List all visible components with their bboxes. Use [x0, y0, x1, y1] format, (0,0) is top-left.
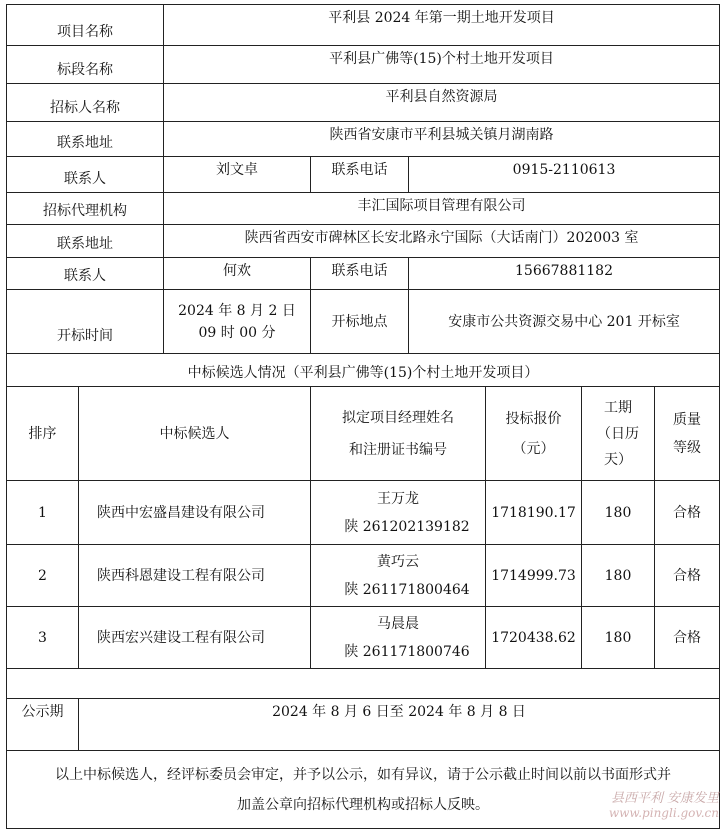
publicity-value: 2024 年 8 月 6 日至 2024 年 8 月 8 日 — [79, 699, 720, 751]
header-rank: 排序 — [7, 387, 79, 481]
header-candidate: 中标候选人 — [79, 387, 311, 481]
candidate-cert: 陕 261171800464 — [344, 581, 470, 598]
phone-value: 0915-2110613 — [409, 157, 720, 193]
bid-announcement-sheet — [6, 4, 719, 829]
open-time-value — [164, 290, 311, 354]
agency-phone-label: 联系电话 — [311, 258, 409, 290]
candidate-quality: 合格 — [655, 607, 720, 669]
header-period-line3: 天） — [604, 451, 632, 468]
header-manager — [311, 387, 486, 481]
row-candidates-heading — [7, 354, 720, 387]
candidate-period: 180 — [582, 545, 655, 607]
header-price — [486, 387, 582, 481]
watermark-text: 县西平利 安康发里 — [610, 791, 719, 806]
agency-value: 丰汇国际项目管理有限公司 — [164, 193, 720, 225]
row-publicity — [7, 699, 720, 751]
project-name-value: 平利县 2024 年第一期土地开发项目 — [164, 5, 720, 46]
candidate-cert: 陕 261202139182 — [344, 518, 470, 535]
spacer-cell-right — [79, 669, 720, 699]
candidate-price: 1720438.62 — [486, 607, 582, 669]
candidate-period: 180 — [582, 607, 655, 669]
table-row — [7, 481, 720, 545]
project-name-label: 项目名称 — [7, 5, 164, 46]
publicity-label: 公示期 — [7, 699, 79, 751]
candidate-manager-cell — [311, 481, 486, 545]
candidate-manager: 马晨晨 — [377, 615, 419, 632]
agency-address-value: 陕西省西安市碑林区长安北路永宁国际（大话南门）202003 室 — [164, 225, 720, 258]
candidate-quality: 合格 — [655, 545, 720, 607]
agency-contact-label: 联系人 — [7, 258, 164, 290]
row-agency-contact — [7, 258, 720, 290]
agency-label: 招标代理机构 — [7, 193, 164, 225]
contact-label: 联系人 — [7, 157, 164, 193]
header-quality-line1: 质量 — [673, 411, 702, 428]
candidate-name: 陕西中宏盛昌建设有限公司 — [79, 481, 311, 545]
row-agency-address — [7, 225, 720, 258]
row-contact — [7, 157, 720, 193]
candidate-manager-cell — [311, 607, 486, 669]
section-value: 平利县广佛等(15)个村土地开发项目 — [164, 46, 720, 84]
open-place-label: 开标地点 — [311, 290, 409, 354]
agency-phone-value: 15667881182 — [409, 258, 720, 290]
header-period — [582, 387, 655, 481]
candidate-name: 陕西宏兴建设工程有限公司 — [79, 607, 311, 669]
candidates-heading: 中标候选人情况（平利县广佛等(15)个村土地开发项目） — [7, 354, 720, 387]
candidates-header-row — [7, 387, 720, 481]
row-spacer — [7, 669, 720, 699]
header-period-line2: （日历 — [597, 425, 639, 442]
candidate-manager: 黄巧云 — [377, 553, 419, 570]
tenderer-label: 招标人名称 — [7, 84, 164, 122]
open-time-hour: 09 时 00 分 — [198, 324, 276, 341]
open-time-label: 开标时间 — [7, 290, 164, 354]
candidate-price: 1714999.73 — [486, 545, 582, 607]
candidate-rank: 2 — [7, 545, 79, 607]
header-period-line1: 工期 — [604, 399, 632, 416]
row-opening — [7, 290, 720, 354]
watermark-url: www.pingli.gov.cn — [608, 806, 719, 820]
notice-line-1: 以上中标候选人，经评标委员会审定，并予以公示，如有异议，请于公示截止时间以前以书面形式并 — [55, 766, 672, 783]
tenderer-value: 平利县自然资源局 — [164, 84, 720, 122]
candidate-rank: 1 — [7, 481, 79, 545]
candidate-manager: 王万龙 — [377, 490, 419, 507]
header-quality — [655, 387, 720, 481]
table-row — [7, 607, 720, 669]
candidate-manager-cell — [311, 545, 486, 607]
candidate-name: 陕西科恩建设工程有限公司 — [79, 545, 311, 607]
section-label: 标段名称 — [7, 46, 164, 84]
announcement-table — [6, 4, 720, 829]
row-project-name — [7, 5, 720, 46]
row-section — [7, 46, 720, 84]
site-watermark — [609, 792, 719, 820]
row-address — [7, 122, 720, 157]
agency-address-label: 联系地址 — [7, 225, 164, 258]
open-place-value: 安康市公共资源交易中心 201 开标室 — [409, 290, 720, 354]
open-time-date: 2024 年 8 月 2 日 — [178, 302, 296, 319]
candidate-quality: 合格 — [655, 481, 720, 545]
address-label: 联系地址 — [7, 122, 164, 157]
address-value: 陕西省安康市平利县城关镇月湖南路 — [164, 122, 720, 157]
spacer-cell-left — [7, 669, 79, 699]
header-price-line1: 投标报价 — [505, 410, 562, 427]
header-price-line2: （元） — [512, 440, 555, 457]
row-agency — [7, 193, 720, 225]
notice-line-2: 加盖公章向招标代理机构或招标人反映。 — [237, 796, 490, 813]
candidate-price: 1718190.17 — [486, 481, 582, 545]
candidate-rank: 3 — [7, 607, 79, 669]
candidate-cert: 陕 261171800746 — [344, 643, 470, 660]
phone-label: 联系电话 — [311, 157, 409, 193]
row-tenderer — [7, 84, 720, 122]
table-row — [7, 545, 720, 607]
header-manager-line2: 和注册证书编号 — [349, 441, 447, 458]
contact-value: 刘文卓 — [164, 157, 311, 193]
candidate-period: 180 — [582, 481, 655, 545]
header-quality-line2: 等级 — [673, 439, 702, 456]
agency-contact-value: 何欢 — [164, 258, 311, 290]
header-manager-line1: 拟定项目经理姓名 — [342, 409, 454, 426]
